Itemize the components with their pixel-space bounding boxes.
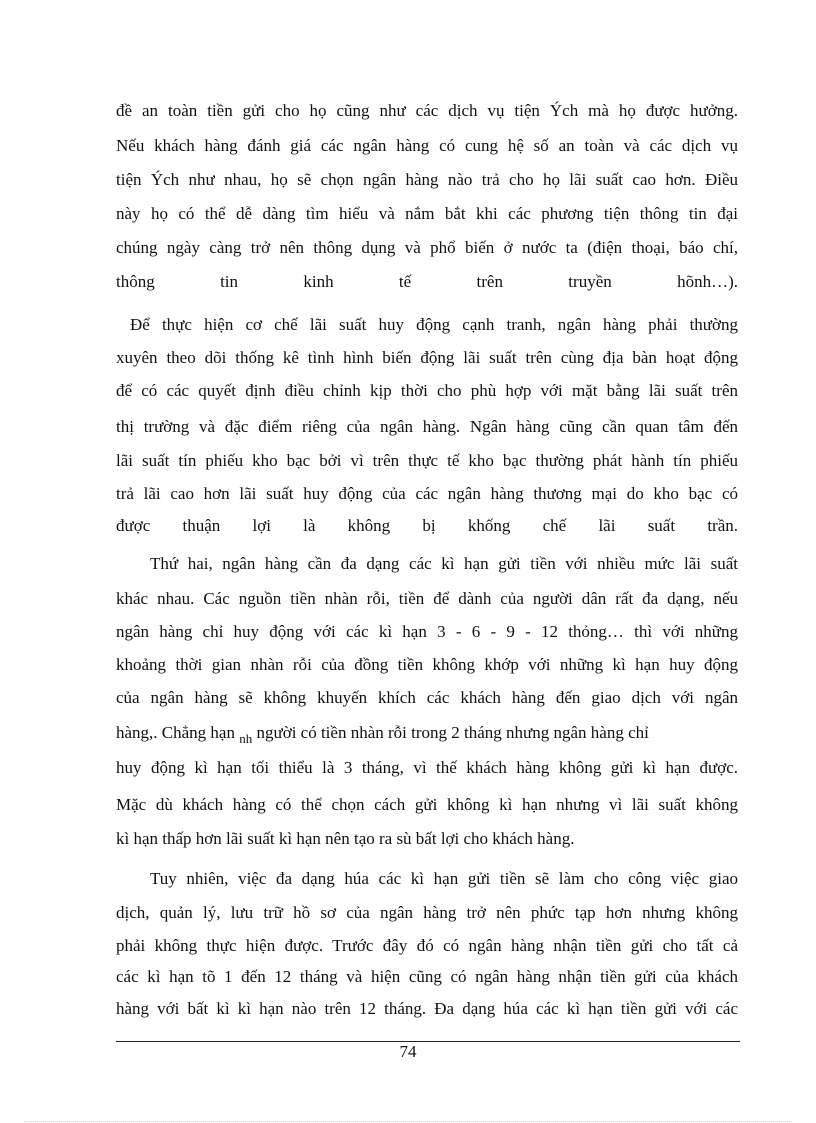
text-line: huy động kì hạn tối thiểu là 3 tháng, vì thế khách hàng không gửi kì hạn được.	[116, 758, 738, 777]
text-line: Mặc dù khách hàng có thể chọn cách gửi không kì hạn nhưng vì lãi suất không	[116, 795, 738, 814]
text-line: dịch, quản lý, lưu trữ hồ sơ của ngân hàng trở nên phức tạp hơn nhưng không	[116, 903, 738, 922]
text-line: thị trường và đặc điểm riêng của ngân hàng. Ngân hàng cũng cần quan tâm đến	[116, 417, 738, 436]
text-line: Nếu khách hàng đánh giá các ngân hàng có cung hệ số an toàn và các dịch vụ	[116, 136, 738, 155]
text-line: Để thực hiện cơ chế lãi suất huy động cạnh tranh, ngân hàng phải thường	[130, 315, 738, 334]
text-line: thông tin kinh tế trên truyền hõnh…).	[116, 272, 738, 291]
subscript-fragment: nh	[239, 731, 253, 746]
text-line: lãi suất tín phiếu kho bạc bởi vì trên thực tế kho bạc thường phát hành tín phiếu	[116, 451, 738, 470]
text-line: khoảng thời gian nhàn rỗi của đồng tiền không khớp với những kì hạn huy động	[116, 655, 738, 674]
text-line: Thứ hai, ngân hàng cần đa dạng các kì hạn gửi tiền với nhiều mức lãi suất	[150, 554, 738, 573]
text-fragment: hàng,. Chẳng hạn	[116, 723, 235, 742]
text-line: chúng ngày càng trở nên thông dụng và phổ biến ở nước ta (điện thoại, báo chí,	[116, 238, 738, 257]
text-line: phải không thực hiện được. Trước đây đó có ngân hàng nhận tiền gửi cho tất cả	[116, 936, 738, 955]
text-line: xuyên theo dõi thống kê tình hình biến động lãi suất trên cùng địa bàn hoạt động	[116, 348, 738, 367]
page-bottom-border	[24, 1121, 792, 1122]
text-line: kì hạn thấp hơn lãi suất kì hạn nên tạo ra sù bất lợi cho khách hàng.	[116, 829, 575, 848]
text-line: trả lãi cao hơn lãi suất huy động của các ngân hàng thương mại do kho bạc có	[116, 484, 738, 503]
text-line: khác nhau. Các nguồn tiền nhàn rỗi, tiền để dành của người dân rất đa dạng, nếu	[116, 589, 738, 608]
text-line: ngân hàng chỉ huy động với các kì hạn 3 - 6 - 9 - 12 thỏng… thì với những	[116, 622, 738, 641]
text-line: này họ có thể dễ dàng tìm hiểu và nắm bắt khi các phương tiện thông tin đại	[116, 204, 738, 223]
text-line: được thuận lợi là không bị khống chế lãi suất trần.	[116, 516, 738, 535]
text-line: đề an toàn tiền gửi cho họ cũng như các dịch vụ tiện Ých mà họ được hưởng.	[116, 101, 738, 120]
text-fragment: người có tiền nhàn rỗi trong 2 tháng nhưng ngân hàng chỉ	[256, 723, 649, 742]
text-line: để có các quyết định điều chỉnh kịp thời cho phù hợp với mặt bằng lãi suất trên	[116, 381, 738, 400]
text-line: hàng với bất kì kì hạn nào trên 12 tháng. Đa dạng húa các kì hạn tiền gửi với các	[116, 999, 738, 1018]
text-line: các kì hạn tõ 1 đến 12 tháng và hiện cũng có ngân hàng nhận tiền gửi của khách	[116, 967, 738, 986]
text-line: của ngân hàng sẽ không khuyến khích các khách hàng đến giao dịch với ngân	[116, 688, 738, 707]
page-number: 74	[399, 1042, 417, 1061]
text-line: tiện Ých như nhau, họ sẽ chọn ngân hàng nào trả cho họ lãi suất cao hơn. Điều	[116, 170, 738, 189]
text-line	[116, 723, 738, 744]
text-line: Tuy nhiên, việc đa dạng húa các kì hạn gửi tiền sẽ làm cho công việc giao	[150, 869, 738, 888]
